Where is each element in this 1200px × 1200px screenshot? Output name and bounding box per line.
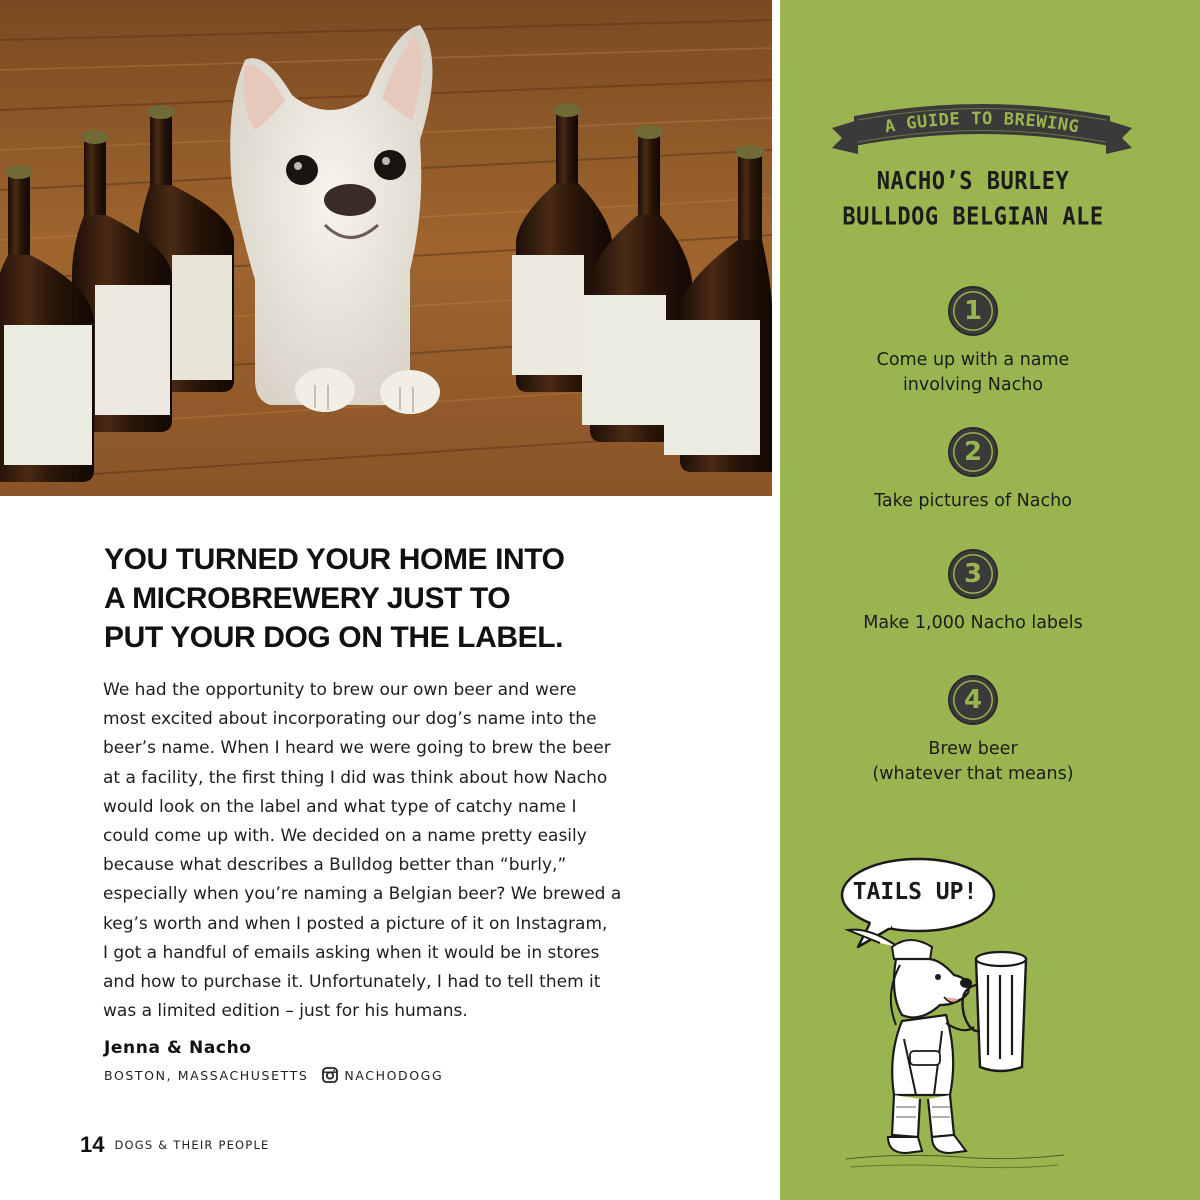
article-body (103, 676, 663, 1026)
body-line: and how to purchase it. Unfortunately, I had to tell them it (103, 972, 601, 993)
dog-with-beer-bottles-photo (0, 0, 772, 496)
step-1 (780, 286, 1166, 398)
step-number-badge: 3 (948, 549, 998, 599)
author-name: Jenna & Nacho (104, 1038, 252, 1058)
book-title: DOGS & THEIR PEOPLE (114, 1138, 270, 1152)
author-location-row (104, 1066, 443, 1084)
guide-title-line: NACHO’S BURLEY (876, 167, 1070, 196)
author-location: BOSTON, MASSACHUSETTS (104, 1067, 309, 1083)
headline-line: A MICROBREWERY JUST TO (104, 582, 511, 615)
hero-photo (0, 0, 772, 496)
ribbon-banner (824, 98, 1140, 158)
step-text (780, 611, 1166, 636)
step-text (780, 737, 1166, 787)
guide-title-line: BULLDOG BELGIAN ALE (842, 203, 1104, 232)
body-line: keg’s worth and when I posted a picture of it on Instagram, (103, 913, 608, 934)
page-number: 14 (80, 1132, 105, 1157)
body-line: at a facility, the first thing I did was think about how Nacho (103, 767, 608, 788)
body-line: most excited about incorporating our dog’s name into the (103, 709, 597, 730)
body-line: especially when you’re naming a Belgian beer? We brewed a (103, 884, 622, 905)
ribbon-text: A GUIDE TO BREWING (883, 108, 1081, 138)
step-text-line: involving Nacho (902, 375, 1044, 395)
step-text-line: Brew beer (928, 739, 1018, 759)
body-line: beer’s name. When I heard we were going to brew the beer (103, 738, 611, 759)
instagram-handle[interactable]: NACHODOGG (344, 1067, 444, 1083)
page-footer (80, 1130, 270, 1160)
body-line: because what describes a Bulldog better than “burly,” (103, 855, 567, 876)
instagram-icon (322, 1067, 338, 1083)
bulldog-cartoon-illustration (840, 855, 1070, 1175)
guide-title (780, 164, 1166, 236)
step-number-badge: 1 (948, 286, 998, 336)
step-3 (780, 549, 1166, 636)
step-text-line: Come up with a name (876, 350, 1070, 370)
body-line: would look on the label and what type of catchy name I (103, 796, 577, 817)
step-text-line: Make 1,000 Nacho labels (863, 613, 1083, 633)
body-line: I got a handful of emails asking when it would be in stores (103, 942, 600, 963)
step-number-badge: 2 (948, 427, 998, 477)
step-2 (780, 427, 1166, 514)
body-line: was a limited edition – just for his humans. (103, 1001, 468, 1022)
step-text-line: (whatever that means) (872, 764, 1074, 784)
headline-line: PUT YOUR DOG ON THE LABEL. (104, 621, 564, 654)
step-text (780, 348, 1166, 398)
speech-bubble-text: TAILS UP! (852, 879, 978, 905)
brewing-guide-panel (780, 0, 1200, 1200)
step-text (780, 489, 1166, 514)
headline-line: YOU TURNED YOUR HOME INTO (104, 543, 565, 576)
step-number-badge: 4 (948, 675, 998, 725)
body-line: We had the opportunity to brew our own beer and were (103, 680, 577, 700)
article-headline (104, 540, 724, 657)
body-line: could come up with. We decided on a name pretty easily (103, 826, 587, 847)
step-text-line: Take pictures of Nacho (874, 491, 1072, 511)
step-4 (780, 675, 1166, 787)
